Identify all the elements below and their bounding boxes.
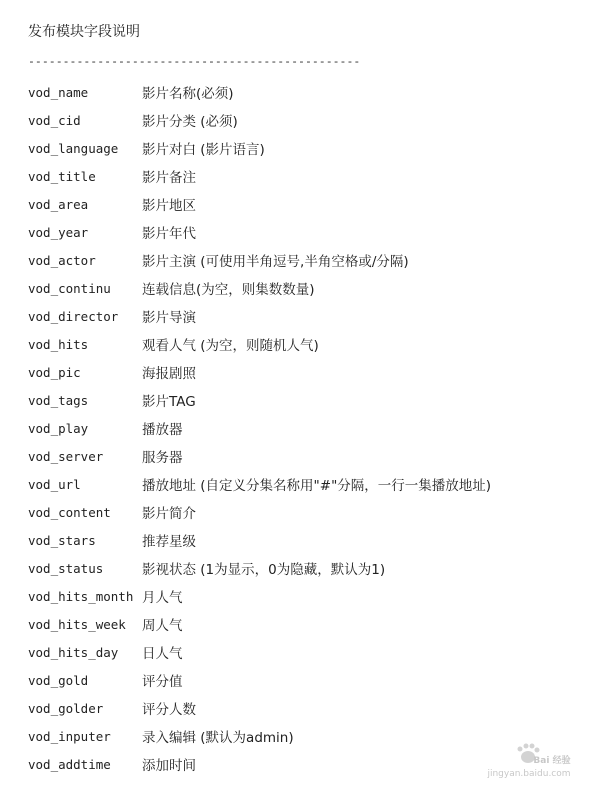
watermark-brand: Bai 经验 xyxy=(533,756,571,766)
field-description: 录入编辑 (默认为admin) xyxy=(142,730,294,746)
field-name: vod_golder xyxy=(28,700,104,716)
field-row xyxy=(28,610,588,638)
field-name: vod_server xyxy=(28,448,104,464)
field-description: 影片名称(必须) xyxy=(142,86,234,102)
field-row xyxy=(28,190,588,218)
field-row xyxy=(28,414,588,442)
field-row xyxy=(28,694,588,722)
document xyxy=(28,22,588,778)
field-description: 推荐星级 xyxy=(142,534,196,550)
field-row xyxy=(28,162,588,190)
field-description: 影片主演 (可使用半角逗号,半角空格或/分隔) xyxy=(142,254,409,270)
field-name: vod_year xyxy=(28,224,89,240)
field-name: vod_cid xyxy=(28,112,81,128)
field-description: 海报剧照 xyxy=(142,366,196,382)
field-description: 日人气 xyxy=(142,646,183,662)
field-name: vod_play xyxy=(28,420,89,436)
field-description: 影片对白 (影片语言) xyxy=(142,142,265,158)
field-row xyxy=(28,638,588,666)
field-name: vod_content xyxy=(28,504,111,520)
field-row xyxy=(28,666,588,694)
field-name: vod_continu xyxy=(28,280,111,296)
field-name: vod_gold xyxy=(28,672,89,688)
field-row xyxy=(28,582,588,610)
field-name: vod_name xyxy=(28,84,89,100)
field-row xyxy=(28,470,588,498)
page-title: 发布模块字段说明 xyxy=(28,24,140,40)
field-description: 添加时间 xyxy=(142,758,196,774)
watermark-url: jingyan.baidu.com xyxy=(487,769,571,779)
field-row xyxy=(28,386,588,414)
field-row xyxy=(28,134,588,162)
field-name: vod_director xyxy=(28,308,119,324)
field-description: 影片导演 xyxy=(142,310,196,326)
field-description: 播放器 xyxy=(142,422,183,438)
field-row xyxy=(28,330,588,358)
field-name: vod_hits_week xyxy=(28,616,126,632)
field-description: 影片备注 xyxy=(142,170,196,186)
field-description: 评分值 xyxy=(142,674,183,690)
field-description: 播放地址 (自定义分集名称用"#"分隔，一行一集播放地址) xyxy=(142,478,492,494)
field-row xyxy=(28,78,588,106)
field-name: vod_hits_day xyxy=(28,644,119,660)
field-row xyxy=(28,358,588,386)
field-description: 影片TAG xyxy=(142,394,196,410)
field-name: vod_language xyxy=(28,140,119,156)
field-description: 影片年代 xyxy=(142,226,196,242)
divider-line: ------------------------------------------------ xyxy=(28,54,361,68)
field-row xyxy=(28,526,588,554)
field-row xyxy=(28,498,588,526)
field-description: 周人气 xyxy=(142,618,183,634)
field-description: 服务器 xyxy=(142,450,183,466)
field-row xyxy=(28,246,588,274)
field-description: 连载信息(为空，则集数数量) xyxy=(142,282,315,298)
watermark xyxy=(474,739,584,779)
field-row xyxy=(28,554,588,582)
field-description: 影片分类 (必须) xyxy=(142,114,238,130)
field-list xyxy=(28,78,588,778)
field-name: vod_pic xyxy=(28,364,81,380)
field-name: vod_title xyxy=(28,168,96,184)
field-name: vod_area xyxy=(28,196,89,212)
field-row xyxy=(28,106,588,134)
field-row xyxy=(28,274,588,302)
field-name: vod_inputer xyxy=(28,728,111,744)
field-name: vod_tags xyxy=(28,392,89,408)
field-row xyxy=(28,302,588,330)
field-name: vod_url xyxy=(28,476,81,492)
field-description: 影片简介 xyxy=(142,506,196,522)
field-name: vod_actor xyxy=(28,252,96,268)
field-description: 影片地区 xyxy=(142,198,196,214)
field-name: vod_hits xyxy=(28,336,89,352)
field-description: 观看人气 (为空，则随机人气) xyxy=(142,338,319,354)
field-name: vod_addtime xyxy=(28,756,111,772)
field-description: 月人气 xyxy=(142,590,183,606)
field-name: vod_hits_month xyxy=(28,588,134,604)
field-row xyxy=(28,218,588,246)
field-description: 评分人数 xyxy=(142,702,196,718)
field-row xyxy=(28,442,588,470)
field-description: 影视状态 (1为显示，0为隐藏，默认为1) xyxy=(142,562,386,578)
field-name: vod_stars xyxy=(28,532,96,548)
field-name: vod_status xyxy=(28,560,104,576)
